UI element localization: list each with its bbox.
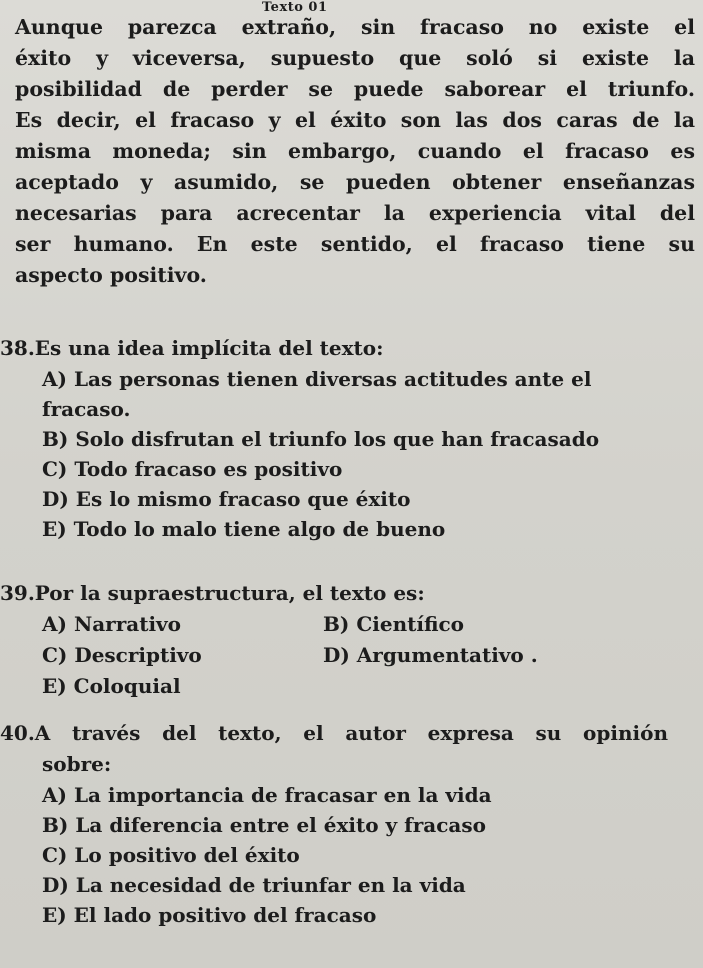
question-39 [0,578,670,702]
option-a-continued: fracaso. [42,397,131,421]
passage-line: posibilidad de perder se puede saborear el triunfo. [15,77,695,101]
text-header: Texto 01 [262,0,328,15]
reading-passage [15,12,695,291]
option-d[interactable]: D) Es lo mismo fracaso que éxito [42,487,411,511]
question-38 [0,333,670,544]
passage-line: aceptado y asumido, se pueden obtener enseñanzas [15,170,695,194]
option-c[interactable]: C) Lo positivo del éxito [42,843,300,867]
option-c[interactable]: C) Descriptivo [42,643,202,667]
option-c[interactable]: C) Todo fracaso es positivo [42,457,343,481]
passage-line: ser humano. En este sentido, el fracaso tiene su [15,232,695,256]
question-stem: 39.Por la supraestructura, el texto es: [0,581,425,605]
options-grid [42,609,670,702]
question-stem: 38.Es una idea implícita del texto: [0,336,384,360]
option-b[interactable]: B) Solo disfrutan el triunfo los que han fracasado [42,427,600,451]
option-e[interactable]: E) El lado positivo del fracaso [42,903,377,927]
option-a[interactable]: A) Narrativo [42,612,182,636]
option-d[interactable]: D) Argumentativo . [323,643,538,667]
option-b[interactable]: B) La diferencia entre el éxito y fracaso [42,813,486,837]
passage-line: necesarias para acrecentar la experiencia vital del [15,201,695,225]
passage-line: éxito y viceversa, supuesto que soló si existe la [15,46,695,70]
option-d[interactable]: D) La necesidad de triunfar en la vida [42,873,466,897]
passage-line: Aunque parezca extraño, sin fracaso no existe el [15,15,695,39]
passage-line: misma moneda; sin embargo, cuando el fracaso es [15,139,695,163]
option-b[interactable]: B) Científico [323,612,465,636]
question-stem-continued: sobre: [42,752,112,776]
option-a[interactable]: A) La importancia de fracasar en la vida [42,783,492,807]
option-a[interactable]: A) Las personas tienen diversas actitudes ante el [42,367,592,391]
question-40 [0,718,670,930]
option-e[interactable]: E) Todo lo malo tiene algo de bueno [42,517,446,541]
passage-line: Es decir, el fracaso y el éxito son las dos caras de la [15,108,695,132]
option-e[interactable]: E) Coloquial [42,674,181,698]
question-stem: 40.A través del texto, el autor expresa su opinión [0,721,668,745]
passage-line: aspecto positivo. [15,263,207,287]
